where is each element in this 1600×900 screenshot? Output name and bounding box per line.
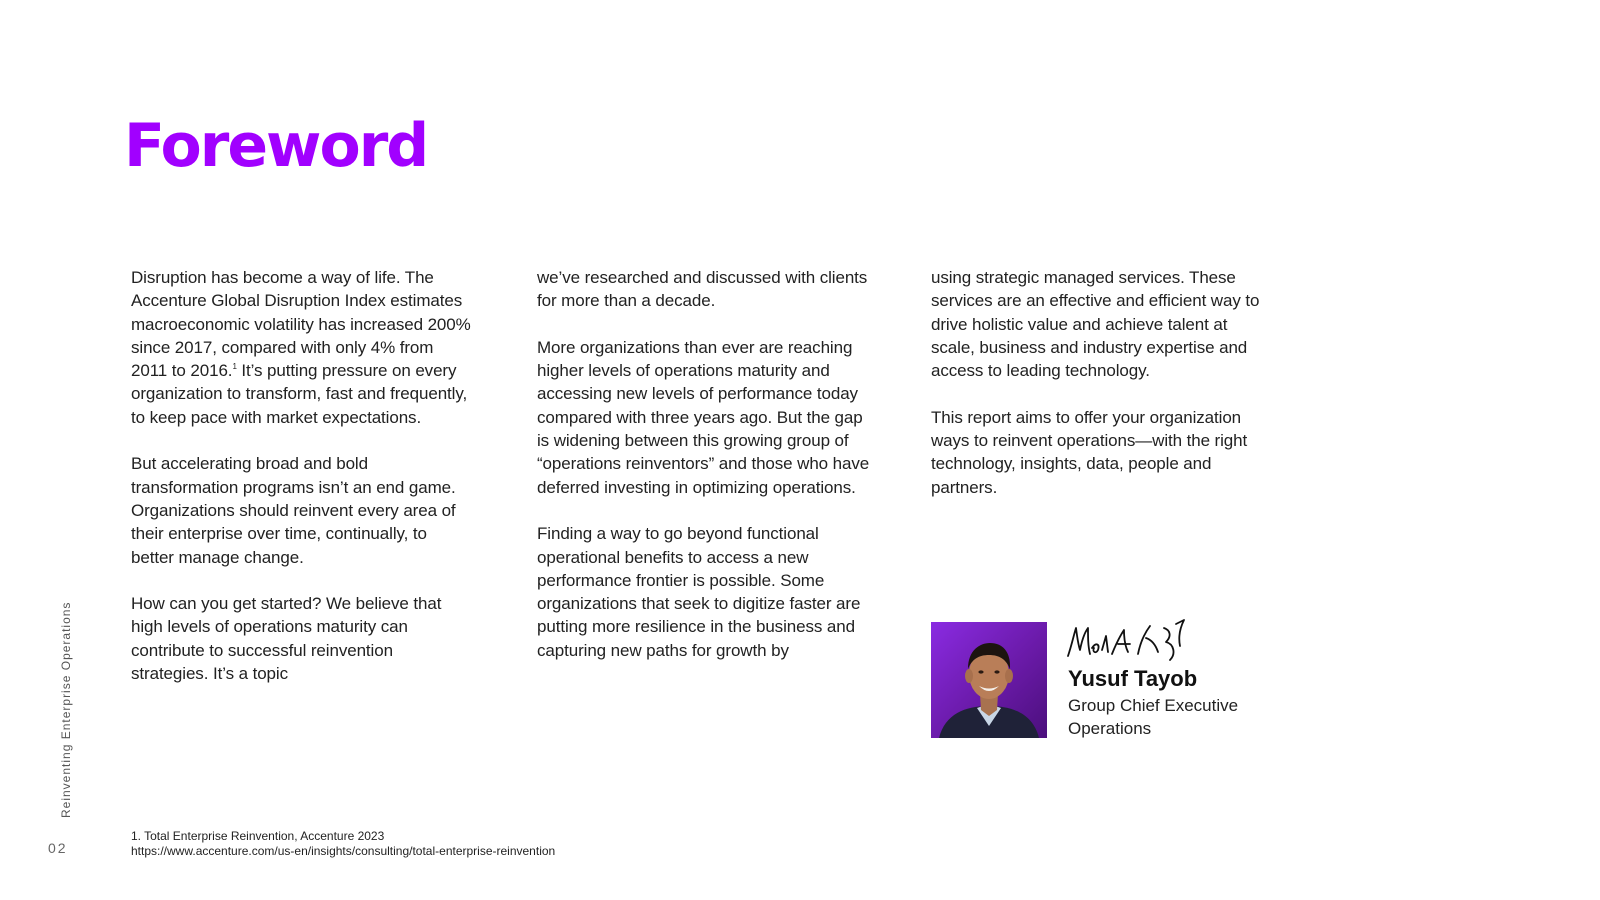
signature (1066, 614, 1206, 664)
column2-paragraph-2: More organizations than ever are reaching higher levels of operations maturity and accessing new levels of performance today compared with three years ago. But the gap is widening between this growing group of “operations reinventors” and those who have deferred investing in optimizing operations. (537, 337, 870, 497)
footnote (131, 829, 555, 859)
foreword-column-1 (131, 266, 471, 709)
column1-paragraph-3: How can you get started? We believe that high levels of operations maturity can contribute to successful reinvention strategies. It’s a topic (131, 594, 442, 684)
page-title: Foreword (124, 111, 428, 181)
foreword-column-2 (537, 266, 877, 685)
column2-paragraph-1: we’ve researched and discussed with clients for more than a decade. (537, 268, 868, 311)
author-name: Yusuf Tayob (1068, 666, 1198, 691)
column2-paragraph-3: Finding a way to go beyond functional operational benefits to access a new performance frontier is possible. Some organizations that seek to digitize faster are putting more resilience in the business and capturing new paths for growth by (537, 524, 861, 660)
column1-paragraph-2: But accelerating broad and bold transformation programs isn’t an end game. Organizations should reinvent every area of their enterprise over time, continually, to better manage change. (131, 454, 456, 567)
author-role: Group Chief Executive Operations (1068, 696, 1239, 739)
column3-paragraph-1: using strategic managed services. These services are an effective and efficient way to drive holistic value and achieve talent at scale, business and industry expertise and access to leading technology. (931, 268, 1260, 381)
footnote-marker[interactable]: 1 (232, 362, 237, 372)
column1-paragraph-1 (131, 266, 471, 429)
column3-paragraph-2: This report aims to offer your organization ways to reinvent operations—with the right technology, insights, data, people and partners. (931, 407, 1248, 497)
report-title-side-label: Reinventing Enterprise Operations (59, 601, 73, 818)
foreword-column-3 (931, 266, 1271, 522)
column1-paragraph-1-text-cont: It’s putting pressure on every organization to transform, fast and frequently, to keep pace with market expectations. (131, 361, 468, 427)
footnote-url-link[interactable]: https://www.accenture.com/us-en/insights/consulting/total-enterprise-reinvention (131, 844, 556, 858)
page-number: 02 (48, 840, 68, 856)
portrait-illustration (931, 622, 1047, 738)
column1-paragraph-1-text: Disruption has become a way of life. The Accenture Global Disruption Index estimates macroeconomic volatility has increased 200% since 2017, compared with only 4% from 2011 to 2016. (131, 268, 471, 381)
author-portrait-photo (931, 622, 1047, 738)
footnote-citation: 1. Total Enterprise Reinvention, Accenture 2023 (131, 829, 385, 843)
